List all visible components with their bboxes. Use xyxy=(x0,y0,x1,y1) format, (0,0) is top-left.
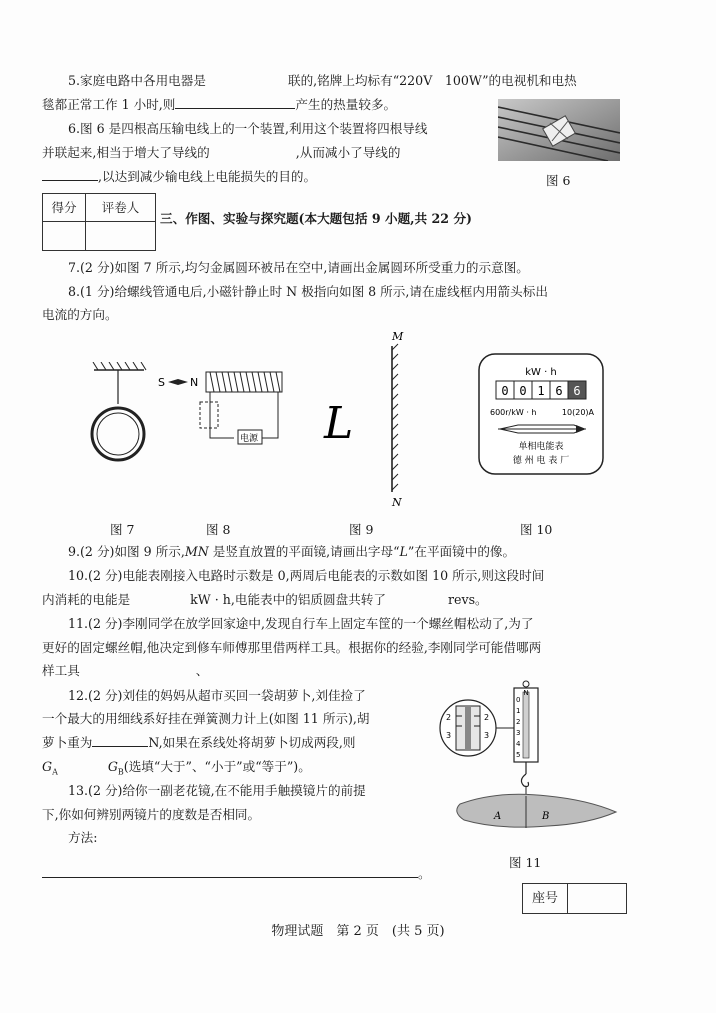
fig11-scale-num: 3 xyxy=(516,729,521,737)
q5-text-c: 毯都正常工作 1 小时,则 xyxy=(42,97,176,112)
q12-weight-blank[interactable] xyxy=(92,733,148,747)
fig10-digit-decimal: 6 xyxy=(573,384,581,398)
fig11-scale-num: 0 xyxy=(516,696,521,704)
fig10-digit: 0 xyxy=(501,384,509,398)
q12-text-c: 萝卜重为 xyxy=(42,735,93,750)
seat-number-box xyxy=(522,883,627,914)
fig6-photo xyxy=(498,99,620,161)
fig10-digit: 0 xyxy=(519,384,527,398)
fig11-scale-num: 5 xyxy=(516,751,521,759)
fig11-zoom-num: 3 xyxy=(446,731,452,740)
section-heading: 三、作图、实验与探究题(本大题包括 9 小题,共 22 分) xyxy=(160,211,473,226)
q11-text-a: 11.(2 分)李刚同学在放学回家途中,发现自行车上固定车筐的一个螺丝帽松动了,为了 xyxy=(68,616,534,631)
seat-label: 座号 xyxy=(523,884,568,913)
fig10-digit: 1 xyxy=(537,384,545,398)
q9-text-a: 9.(2 分)如图 9 所示, xyxy=(68,544,185,559)
q6-text-a: 6.图 6 是四根高压输电线上的一个装置,利用这个装置将四根导线 xyxy=(68,121,428,136)
q6-text-c: ,从而减小了导线的 xyxy=(295,145,401,160)
q12-line3 xyxy=(42,733,356,753)
fig7-caption: 图 7 xyxy=(110,522,135,537)
fig6-caption: 图 6 xyxy=(546,173,571,188)
q9-line xyxy=(68,542,515,562)
fig10-spec-left: 600r/kW · h xyxy=(490,408,537,417)
q7-text: 7.(2 分)如图 7 所示,均匀金属圆环被吊在空中,请画出金属圆环所受重力的示意图。 xyxy=(68,260,529,275)
q13-answer-line[interactable] xyxy=(42,877,418,878)
q13-method-label: 方法: xyxy=(68,830,98,845)
fig10-caption: 图 10 xyxy=(520,522,553,537)
score-table xyxy=(42,193,156,251)
fig10-spec-right: 10(20)A xyxy=(561,408,594,417)
q12-text-d: N,如果在系线处将胡萝卜切成两段,则 xyxy=(148,735,356,750)
fig9-m-label: M xyxy=(392,330,404,343)
q11-text-d: 、 xyxy=(195,663,209,678)
q9-mn: MN xyxy=(184,544,209,559)
fig11-label-a: A xyxy=(494,811,502,822)
q6-text-b: 并联起来,相当于增大了导线的 xyxy=(42,145,210,160)
score-cell[interactable] xyxy=(43,222,86,250)
q5-text-d: 产生的热量较多。 xyxy=(295,97,397,112)
fig10-unit: kW · h xyxy=(525,367,557,378)
q11-line3 xyxy=(42,661,208,681)
q12-line4 xyxy=(42,757,311,783)
q8-text-b: 电流的方向。 xyxy=(42,307,118,322)
q12-text-a: 12.(2 分)刘佳的妈妈从超市买回一袋胡萝卜,刘佳捡了 xyxy=(68,688,366,703)
q6-line2 xyxy=(42,143,401,163)
q12-ga-sub: A xyxy=(52,767,58,777)
fig9-mirror xyxy=(318,328,410,510)
score-header: 得分 xyxy=(43,194,86,222)
fig11-scale-num: 1 xyxy=(516,707,521,715)
fig8-power-label: 电源 xyxy=(240,434,259,444)
q9-l: L xyxy=(399,544,408,559)
fig10-maker: 德 州 电 表 厂 xyxy=(512,456,570,466)
q6-line3 xyxy=(42,167,316,187)
fig7-hanging-ring xyxy=(88,362,156,472)
fig8-s-label: S xyxy=(158,376,165,389)
fig11-label-b: B xyxy=(542,811,550,822)
grader-header: 评卷人 xyxy=(86,194,155,222)
q10-text-c: kW · h,电能表中的铝质圆盘共转了 xyxy=(190,592,386,607)
fig10-name: 单相电能表 xyxy=(518,442,564,452)
grader-cell[interactable] xyxy=(86,222,155,250)
q12-text-e: (选填“大于”、“小于”或“等于”)。 xyxy=(123,759,311,774)
q13-text-a: 13.(2 分)给你一副老花镜,在不能用手触摸镜片的前提 xyxy=(68,783,366,798)
q5-text-a: 5.家庭电路中各用电器是 xyxy=(68,73,206,88)
fig8-n-label: N xyxy=(190,376,199,389)
fig11-zoom-num: 3 xyxy=(484,731,490,740)
q6-text-d: ,以达到减少输电线上电能损失的目的。 xyxy=(98,169,317,184)
q10-text-a: 10.(2 分)电能表刚接入电路时示数是 0,两周后电能表的示数如图 10 所示,则这段时间 xyxy=(68,568,545,583)
q8-text-a: 8.(1 分)给螺线管通电后,小磁针静止时 N 极指向如图 8 所示,请在虚线框内用箭头标出 xyxy=(68,284,548,299)
fig10-energy-meter xyxy=(478,353,604,475)
q5-text-b: 联的,铭牌上均标有“220V 100W”的电视机和电热 xyxy=(287,73,577,88)
q5-line1 xyxy=(68,71,577,91)
q10-line2 xyxy=(42,590,488,610)
q13-end-mark: 。 xyxy=(418,866,431,881)
seat-input[interactable] xyxy=(568,884,626,913)
q5-line2 xyxy=(42,95,396,115)
q5-answer-blank[interactable] xyxy=(175,95,295,109)
q12-gb-sub: B xyxy=(117,767,124,777)
q12-ga: G xyxy=(42,759,53,774)
fig9-caption: 图 9 xyxy=(349,522,374,537)
fig8-solenoid xyxy=(156,368,288,450)
q13-text-b: 下,你如何辨别两镜片的度数是否相同。 xyxy=(42,807,261,822)
q12-text-b: 一个最大的用细线系好挂在弹簧测力计上(如图 11 所示),胡 xyxy=(42,711,370,726)
fig9-letter-l: L xyxy=(324,398,354,449)
q9-text-b: 是竖直放置的平面镜,请画出字母“ xyxy=(208,544,400,559)
q10-text-b: 内消耗的电能是 xyxy=(42,592,131,607)
q9-text-c: ”在平面镜中的像。 xyxy=(407,544,516,559)
fig11-zoom-num: 2 xyxy=(446,713,452,722)
fig11-scale-num: 2 xyxy=(516,718,521,726)
fig9-n-label: N xyxy=(392,496,402,509)
fig10-digit: 6 xyxy=(555,384,563,398)
q11-text-b: 更好的固定螺丝帽,他决定到修车师傅那里借两样工具。根据你的经验,李刚同学可能借哪两 xyxy=(42,640,542,655)
page-footer: 物理试题 第 2 页 (共 5 页) xyxy=(271,924,445,939)
fig11-zoom-num: 2 xyxy=(484,713,490,722)
q6-line1 xyxy=(68,119,427,139)
fig11-caption: 图 11 xyxy=(509,855,542,870)
fig11-spring-scale xyxy=(438,680,618,830)
q12-gb: G xyxy=(107,759,118,774)
q10-text-d: revs。 xyxy=(447,592,488,607)
q6-answer-blank[interactable] xyxy=(42,167,98,181)
fig8-caption: 图 8 xyxy=(206,522,231,537)
fig11-unit: N xyxy=(523,689,529,697)
q11-text-c: 样工具 xyxy=(42,663,80,678)
fig11-scale-num: 4 xyxy=(516,740,521,748)
